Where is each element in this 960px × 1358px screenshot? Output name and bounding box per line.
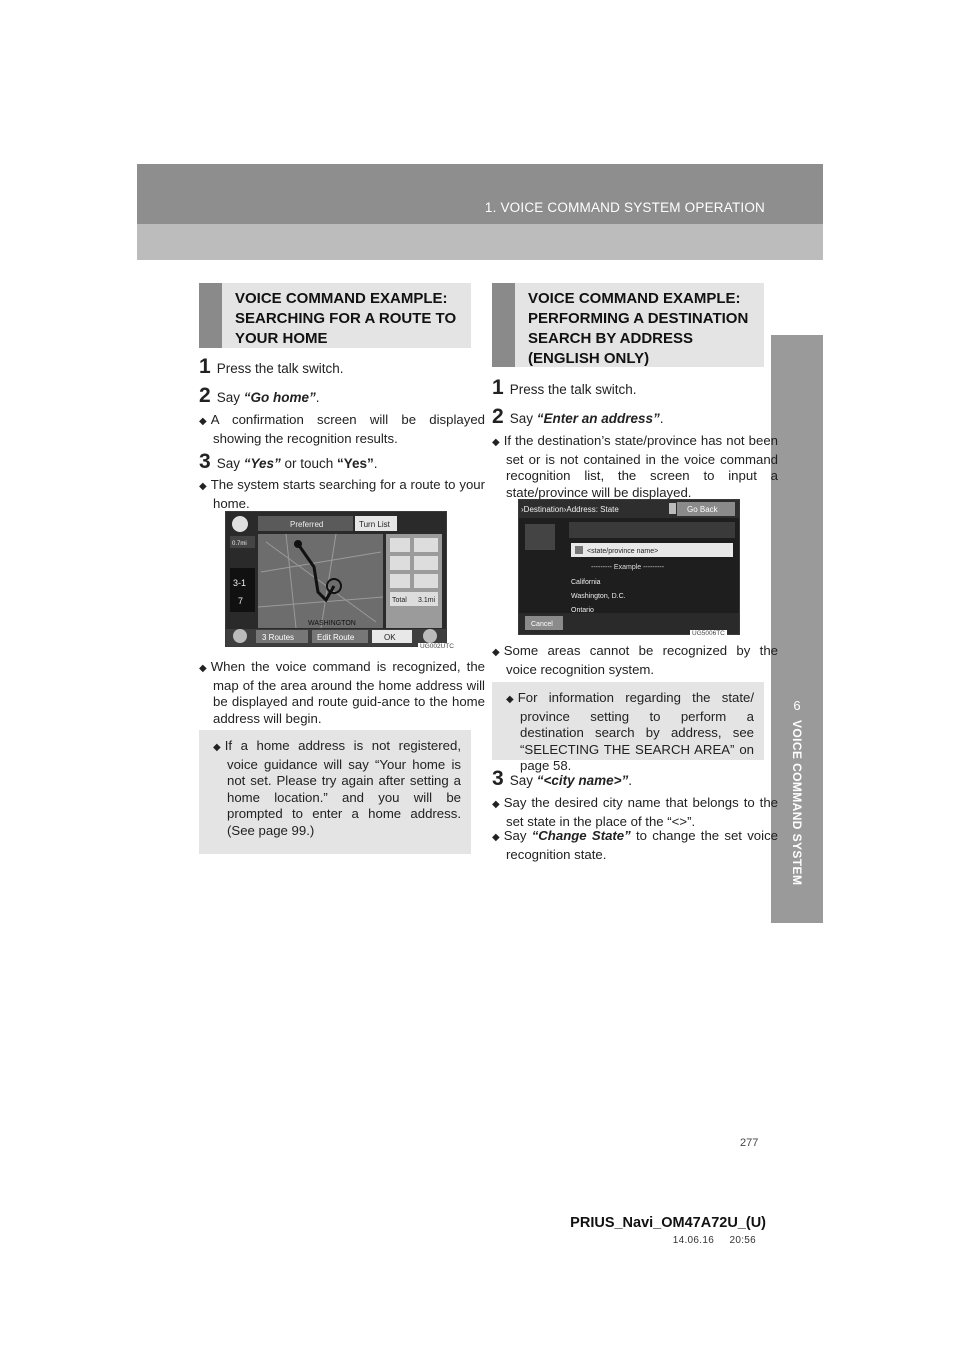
chapter-label-text: VOICE COMMAND SYSTEM	[790, 720, 804, 886]
left-note-box	[199, 730, 471, 854]
left-heading-text: VOICE COMMAND EXAMPLE: SEARCHING FOR A ROUTE TO YOUR HOME	[235, 290, 457, 347]
step-text: Say	[509, 773, 537, 788]
right-bullet-2: ◆ Some areas cannot be recognized by the voice recognition system.	[492, 643, 778, 678]
step-number: 2	[492, 405, 504, 428]
route-map-graphic	[226, 512, 446, 646]
cancel-button: Cancel	[531, 621, 553, 628]
state-input: <state/province name>	[587, 548, 659, 555]
example-item: California	[571, 579, 601, 586]
distance-readout: 0.7mi	[232, 541, 247, 547]
chapter-label	[771, 720, 823, 920]
route-number-2: 7	[238, 596, 244, 606]
voice-command: “Go home”	[243, 390, 316, 405]
step-number: 3	[199, 450, 211, 473]
step-number: 2	[199, 384, 211, 407]
note-text: ◆ For information regarding the state/ province setting to perform a destination search by address, see “SELECTING THE SEARCH AREA” on page 58.	[506, 690, 754, 775]
address-state-screenshot	[518, 499, 740, 635]
page-number: 277	[740, 1137, 759, 1149]
step-suffix: .	[628, 773, 633, 788]
voice-command: “Yes”	[243, 456, 281, 471]
step-number: 1	[492, 376, 504, 399]
turn-list-button: Turn List	[359, 520, 390, 529]
right-bullet-1: ◆ If the destination’s state/province has not been set or is not contained in the voice command recognition list, the screen to input a state/province will be displayed.	[492, 433, 778, 501]
right-bullet-3: ◆ Say the desired city name that belongs to the set state in the place of the “<>”.	[492, 795, 778, 830]
left-bullet-1: ◆ A confirmation screen will be displayed showing the recognition results.	[199, 412, 485, 447]
step-text: Say	[216, 456, 244, 471]
step-text: Say	[216, 390, 244, 405]
go-back-button: Go Back	[687, 505, 718, 514]
step-number: 1	[199, 355, 211, 378]
preferred-label: Preferred	[290, 520, 324, 529]
route-number: 3-1	[233, 578, 247, 588]
document-id: PRIUS_Navi_OM47A72U_(U)	[570, 1215, 766, 1231]
left-bullet-3: ◆ When the voice command is recognized, the map of the area around the home address will be displayed and route guid-ance to the home address will begin.	[199, 659, 485, 727]
right-section-heading	[492, 283, 764, 367]
step-suffix: .	[315, 390, 320, 405]
voice-command: “Enter an address”	[536, 411, 660, 426]
right-step-1	[492, 376, 636, 400]
example-item: Ontario	[571, 607, 594, 614]
city-label: WASHINGTON	[308, 620, 356, 627]
left-step-3	[199, 450, 378, 474]
note-text: ◆ If a home address is not registered, voice guidance will say “Your home is not set. Please try again after setting a home location.” and you will be prompted to enter a home address. (See page 99.)	[213, 738, 461, 840]
step-text: Press the talk switch.	[216, 361, 344, 376]
right-heading-text: VOICE COMMAND EXAMPLE: PERFORMING A DESTINATION SEARCH BY ADDRESS (ENGLISH ONLY)	[528, 290, 749, 367]
step-suffix: .	[659, 411, 664, 426]
heading-bar	[492, 283, 515, 367]
image-code: UG5006TC	[692, 630, 725, 637]
bullet-text: to change the set voice recognition state.	[506, 828, 779, 862]
edit-route-button: Edit Route	[317, 633, 355, 642]
route-map-screenshot	[225, 511, 447, 647]
right-note-box	[492, 682, 764, 774]
left-bullet-2: ◆ The system starts searching for a route to your home.	[199, 477, 485, 512]
total-value: 3.1mi	[418, 597, 436, 604]
image-code: UG002UTC	[420, 643, 454, 650]
ok-button: OK	[384, 633, 396, 642]
right-bullet-4	[492, 828, 778, 863]
step-suffix: .	[373, 456, 378, 471]
step-text: Say	[509, 411, 537, 426]
example-item: Washington, D.C.	[571, 593, 626, 600]
chapter-number: 6	[793, 698, 801, 713]
step-number: 3	[492, 767, 504, 790]
total-label: Total	[392, 597, 407, 604]
bullet-text: Say	[503, 828, 532, 843]
step-text: Press the talk switch.	[509, 382, 637, 397]
heading-bar	[199, 283, 222, 348]
right-step-3	[492, 767, 632, 791]
voice-command: “Change State”	[531, 828, 631, 843]
routes-button: 3 Routes	[262, 633, 295, 642]
left-step-1	[199, 355, 343, 379]
timestamp: 14.06.16 20:56	[672, 1235, 756, 1246]
screen-title: ›Destination›Address: State	[521, 505, 619, 514]
step-text-mid: or touch	[280, 456, 338, 471]
example-label: --------- Example ---------	[591, 564, 665, 571]
address-state-graphic	[519, 500, 739, 634]
touch-target: “Yes”	[337, 456, 374, 471]
right-step-2	[492, 405, 664, 429]
header-band-lower	[137, 224, 823, 260]
section-title: 1. VOICE COMMAND SYSTEM OPERATION	[484, 200, 765, 215]
header-band	[137, 164, 823, 224]
left-step-2	[199, 384, 319, 408]
left-section-heading	[199, 283, 471, 348]
voice-command: “<city name>”	[536, 773, 629, 788]
